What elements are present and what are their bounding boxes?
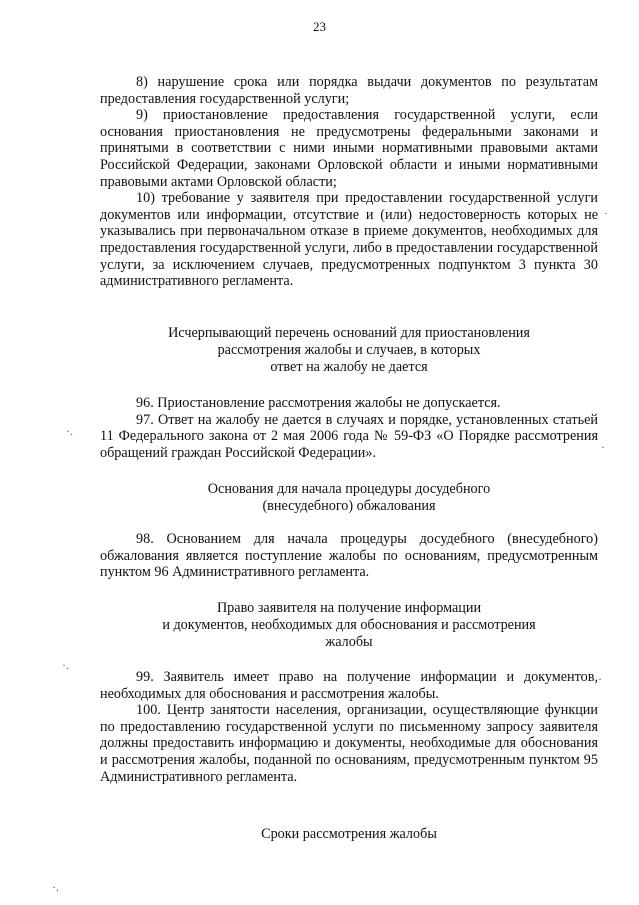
section-items-99-100 (100, 669, 598, 785)
scan-speck: ·. (66, 424, 73, 438)
paragraph-item-97: 97. Ответ на жалобу не дается в случаях и порядке, установленных статьей 11 Федерального закона от 2 мая 2006 года № 59-ФЗ «О Порядке рассмотрения обращений граждан Российской Федерации». (100, 411, 598, 461)
scan-speck: · (604, 206, 608, 220)
paragraph-item-100: 100. Центр занятости населения, организации, осуществляющие функции по предоставлению государственной услуги по письменному запросу заявителя должны предоставить информацию и документы, необходимые для обоснования и рассмотрения жалобы, поданной по основаниям, предусмотренным пунктом 95 Административного регламента. (100, 702, 598, 785)
page-number: 23 (313, 19, 326, 34)
paragraph-item-98: 98. Основанием для начала процедуры досудебного (внесудебного) обжалования является поступление жалобы по основаниям, предусмотренным пунктом 96 Административного регламента. (100, 531, 598, 581)
heading-line: и документов, необходимых для обоснования и рассмотрения (162, 617, 536, 633)
scan-speck: ·. (52, 880, 59, 894)
heading-line: (внесудебного) обжалования (262, 498, 436, 514)
paragraph-item-9: 9) приостановление предоставления государственной услуги, если основания приостановления не предусмотрены федеральными законами и принятыми в соответствии с ними иными нормативными правовыми актами Российской Федерации, законами Орловской области и иными нормативными правовыми актами Орловской области; (100, 107, 598, 190)
scan-speck: · (598, 672, 602, 686)
scan-speck: · (601, 440, 605, 454)
heading-line: Сроки рассмотрения жалобы (261, 826, 437, 842)
section-items-8-10 (100, 74, 598, 290)
heading-review-terms (100, 826, 598, 843)
heading-line: рассмотрения жалобы и случаев, в которых (217, 342, 481, 358)
scan-speck: ·. (62, 658, 69, 672)
paragraph-item-99: 99. Заявитель имеет право на получение информации и документов, необходимых для обоснования и рассмотрения жалобы. (100, 669, 598, 702)
paragraph-item-8: 8) нарушение срока или порядка выдачи документов по результатам предоставления государственной услуги; (100, 74, 598, 107)
heading-appeal-grounds (100, 481, 598, 515)
paragraph-item-10: 10) требование у заявителя при предоставлении государственной услуги документов или информации, отсутствие и (или) недостоверность которых не указывались при первоначальном отказе в приеме документов, необходимых для предоставления государственной услуги, либо в предоставлении государственной услуги, за исключением случаев, предусмотренных подпунктом 3 пункта 30 административного регламента. (100, 190, 598, 290)
heading-line: Исчерпывающий перечень оснований для приостановления (168, 325, 530, 341)
section-items-96-97 (100, 395, 598, 461)
heading-right-to-information (100, 600, 598, 651)
paragraph-item-96: 96. Приостановление рассмотрения жалобы не допускается. (136, 395, 501, 411)
heading-line: жалобы (325, 634, 373, 650)
heading-line: Право заявителя на получение информации (216, 600, 482, 616)
heading-line: Основания для начала процедуры досудебного (207, 481, 491, 497)
heading-suspension-grounds (100, 325, 598, 376)
heading-line: ответ на жалобу не дается (270, 359, 428, 375)
section-item-98 (100, 531, 598, 581)
